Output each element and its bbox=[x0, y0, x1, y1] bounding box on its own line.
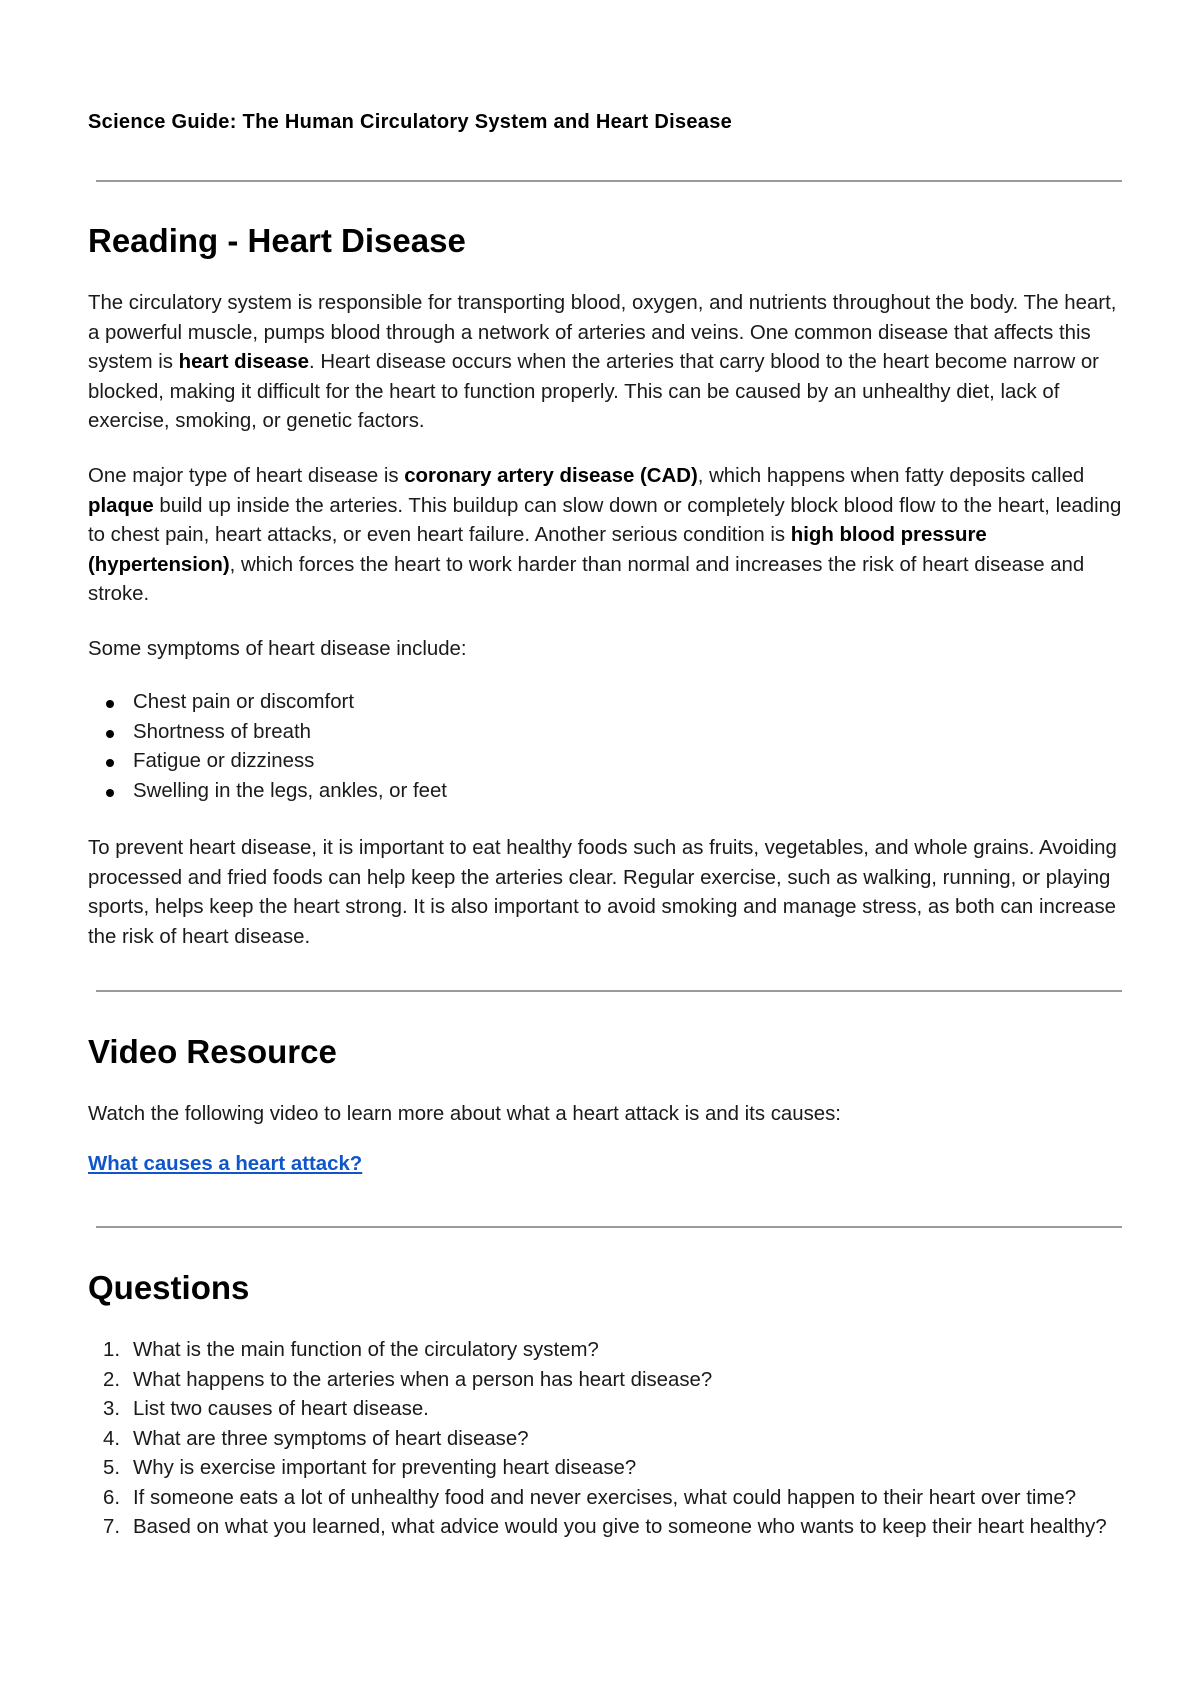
question-item bbox=[88, 1336, 1133, 1366]
question-number: 7. bbox=[103, 1516, 121, 1538]
bold-term: heart disease bbox=[178, 351, 309, 373]
divider bbox=[96, 1226, 1122, 1228]
question-number: 5. bbox=[103, 1457, 121, 1479]
list-item: Chest pain or discomfort bbox=[88, 688, 1133, 718]
text-run: One major type of heart disease is bbox=[88, 465, 405, 487]
symptoms-intro: Some symptoms of heart disease include: bbox=[88, 638, 467, 660]
questions-list bbox=[88, 1336, 1133, 1543]
question-text: If someone eats a lot of unhealthy food and never exercises, what could happen to their heart over time? bbox=[133, 1486, 1077, 1509]
question-text: List two causes of heart disease. bbox=[133, 1398, 429, 1420]
question-item bbox=[88, 1454, 1133, 1484]
video-heading: Video Resource bbox=[88, 1033, 337, 1070]
video-link[interactable]: What causes a heart attack? bbox=[88, 1153, 363, 1175]
list-item: Fatigue or dizziness bbox=[88, 747, 1133, 777]
document-title: Science Guide: The Human Circulatory System and Heart Disease bbox=[88, 111, 733, 133]
question-item bbox=[88, 1366, 1133, 1396]
question-text: What is the main function of the circulatory system? bbox=[133, 1339, 599, 1361]
question-text: Based on what you learned, what advice would you give to someone who wants to keep their heart healthy? bbox=[133, 1516, 1107, 1538]
list-item: Swelling in the legs, ankles, or feet bbox=[88, 777, 1133, 807]
divider bbox=[96, 990, 1122, 992]
question-number: 3. bbox=[103, 1398, 121, 1420]
question-item bbox=[88, 1513, 1133, 1543]
video-intro: Watch the following video to learn more about what a heart attack is and its causes: bbox=[88, 1103, 841, 1125]
bold-term: coronary artery disease (CAD) bbox=[404, 465, 698, 487]
question-number: 2. bbox=[103, 1368, 121, 1391]
reading-paragraph-1 bbox=[88, 289, 1128, 437]
text-run: The circulatory system is responsible for transporting blood, oxygen, and nutrients throughout the body. The heart, a powerful muscle, pumps blood through a network of arteries and veins. One common disease that affects this system is bbox=[88, 292, 1117, 373]
question-text: What are three symptoms of heart disease? bbox=[133, 1427, 529, 1450]
question-number: 6. bbox=[103, 1486, 121, 1509]
question-number: 1. bbox=[103, 1339, 121, 1361]
question-text: Why is exercise important for preventing heart disease? bbox=[133, 1457, 637, 1479]
question-item bbox=[88, 1484, 1133, 1514]
list-item: Shortness of breath bbox=[88, 718, 1133, 748]
text-run: . Heart disease occurs when the arteries that carry blood to the heart become narrow or blocked, making it difficult for the heart to function properly. This can be caused by an unhealthy diet, lack of exercise, smoking, or genetic factors. bbox=[88, 351, 1099, 432]
reading-paragraph-2 bbox=[88, 462, 1128, 610]
text-run: , which forces the heart to work harder than normal and increases the risk of heart disease and stroke. bbox=[88, 553, 1085, 605]
question-number: 4. bbox=[103, 1427, 121, 1450]
prevention-paragraph: To prevent heart disease, it is important to eat healthy foods such as fruits, vegetables, and whole grains. Avoiding processed and fried foods can help keep the arteries clear. Regular exercise, such as walking, running, or playing sports, helps keep the heart strong. It is also important to avoid smoking and manage stress, as both can increase the risk of heart disease. bbox=[88, 837, 1117, 948]
symptoms-list bbox=[88, 688, 1133, 806]
questions-heading: Questions bbox=[88, 1269, 250, 1306]
bold-term: plaque bbox=[88, 494, 154, 517]
reading-heading: Reading - Heart Disease bbox=[88, 222, 466, 259]
question-item bbox=[88, 1425, 1133, 1455]
text-run: , which happens when fatty deposits called bbox=[697, 465, 1085, 487]
divider bbox=[96, 180, 1122, 182]
bold-term: high blood pressure (hypertension) bbox=[88, 524, 987, 576]
text-run: build up inside the arteries. This buildup can slow down or completely block blood flow to the heart, leading to chest pain, heart attacks, or even heart failure. Another serious condition is bbox=[88, 494, 1122, 546]
question-text: What happens to the arteries when a person has heart disease? bbox=[133, 1368, 713, 1391]
question-item bbox=[88, 1395, 1133, 1425]
